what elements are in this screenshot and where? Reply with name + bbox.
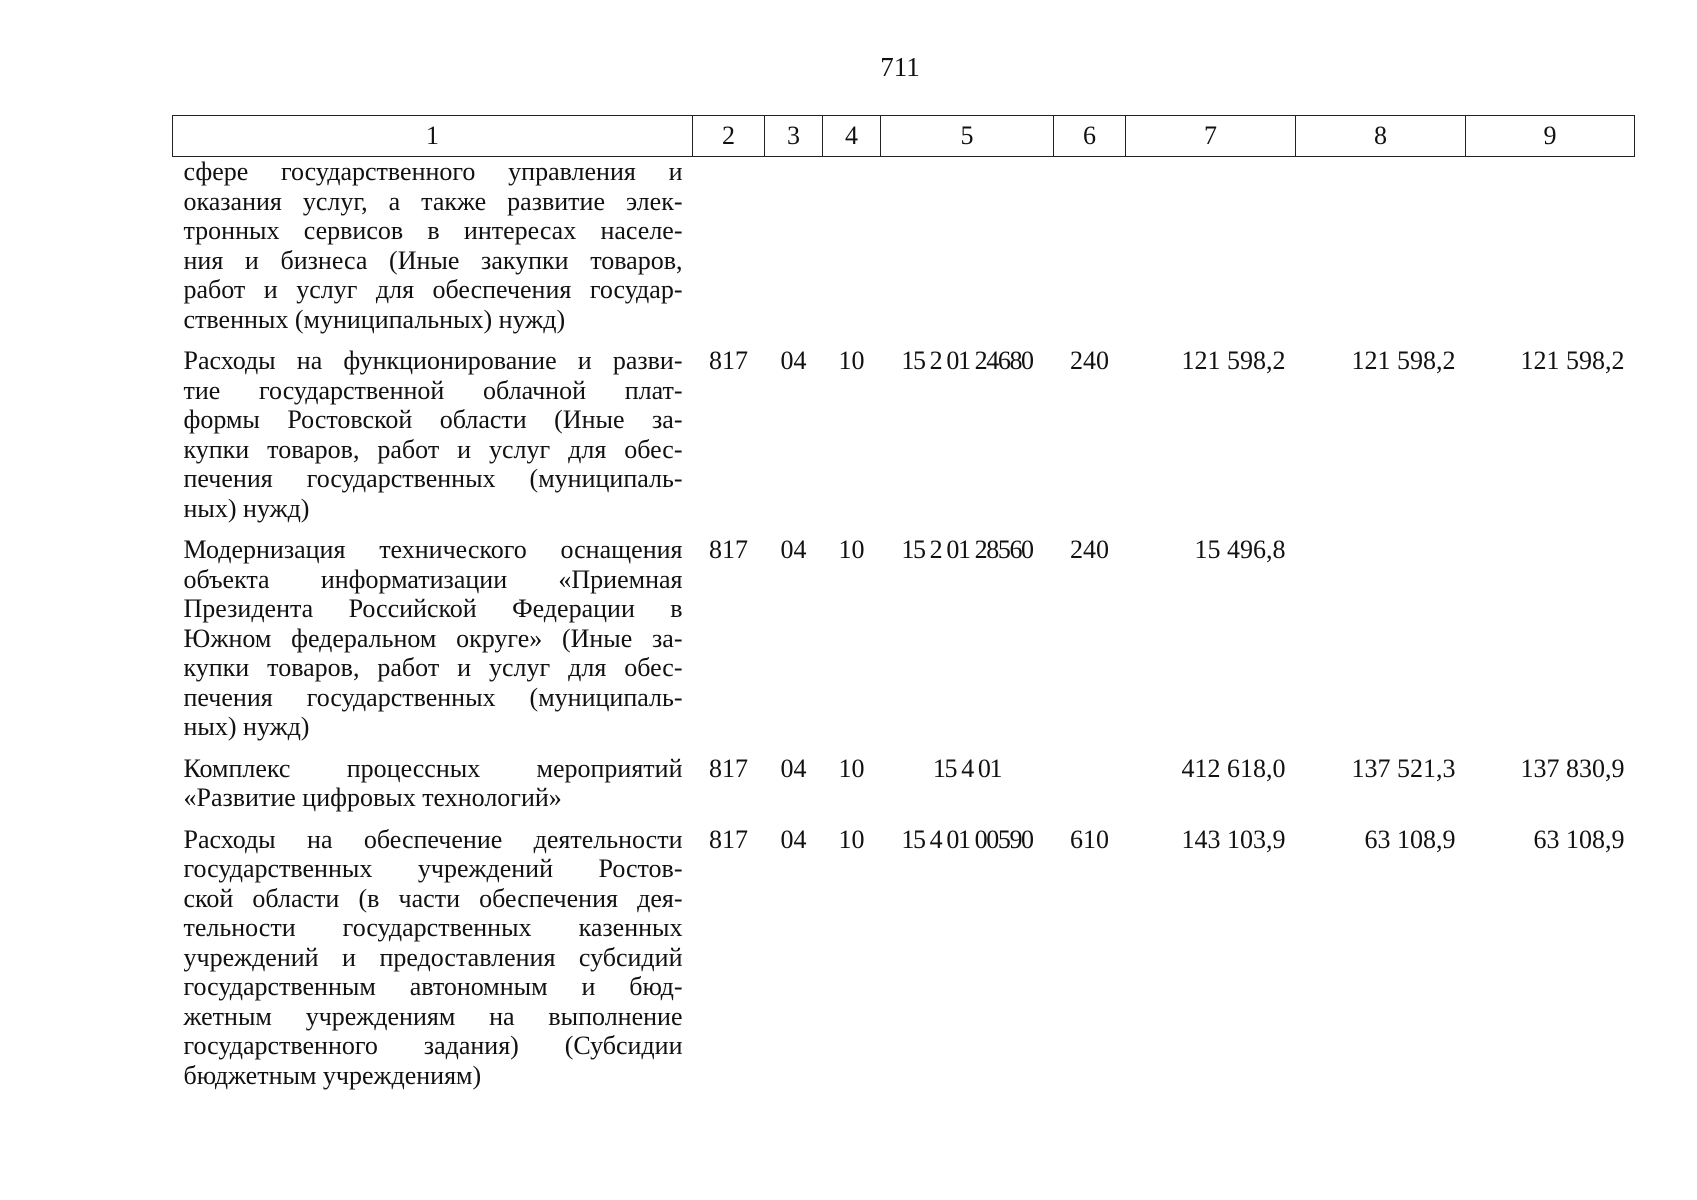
description-line: ственных (муниципальных) нужд) [183,304,566,334]
description-line: Южном федеральном округе» (Иные за- [183,623,683,653]
description-line: оказания услуг, а также развитие элек- [183,186,683,216]
ministry-code [693,157,765,347]
page-number: 711 [880,52,920,82]
section-code: 04 [780,535,807,564]
description-line: печения государственных (муниципаль- [183,682,683,712]
table-body [173,157,1635,1103]
description-line: государственным автономным и бюд- [183,972,683,1001]
description-line: тронных сервисов в интересах населе- [183,216,683,245]
description-line: жетным учреждениям на выполнение [183,1001,683,1031]
budget-table [172,115,1635,1102]
expense-type-code: 610 [1070,824,1109,854]
expense-type-code: 240 [1070,535,1109,564]
subsection-code: 10 [838,753,865,783]
amount-cell [1296,157,1466,347]
description-line: сфере государственного управления и [183,157,683,186]
description-line: Президента Российской Федерации в [183,594,683,623]
description-line: ния и бизнеса (Иные закупки товаров, [183,245,683,275]
column-header: 7 [1126,116,1296,157]
amount-cell: 121 598,2 [1351,346,1456,375]
amount-cell: 63 108,9 [1533,824,1625,854]
description-line: ных) нужд) [183,712,310,741]
target-article-code: 15 2 01 28560 [901,535,1033,564]
row-description [173,535,693,754]
row-description [173,754,693,825]
description-line: государственных учреждений Ростов- [183,854,683,883]
ministry-code: 817 [709,346,748,375]
amount-cell: 137 830,9 [1520,753,1625,783]
amount-cell [1296,535,1466,754]
amount-cell: 137 521,3 [1351,753,1456,783]
column-header: 1 [173,116,693,157]
expense-type-code: 240 [1070,346,1109,375]
table-header-row [173,116,1635,157]
section-code: 04 [780,753,807,783]
column-header: 3 [765,116,823,157]
description-line: ской области (в части обеспечения дея- [183,883,683,913]
column-header: 9 [1466,116,1635,157]
description-line: тие государственной облачной плат- [183,375,683,405]
description-line: Модернизация технического оснащения [183,535,683,564]
column-header: 4 [823,116,881,157]
description-line: купки товаров, работ и услуг для обес- [183,434,683,464]
table-row [173,346,1635,535]
section-code: 04 [780,346,807,375]
table-row [173,754,1635,825]
row-description [173,157,693,347]
amount-cell: 121 598,2 [1181,346,1286,375]
description-line: ных) нужд) [183,493,310,523]
expense-type-code [1054,157,1126,347]
amount-cell [1126,157,1296,347]
description-line: печения государственных (муниципаль- [183,464,683,493]
description-line: бюджетным учреждениям) [183,1060,482,1090]
description-line: Расходы на обеспечение деятельности [183,824,683,854]
description-line: «Развитие цифровых технологий» [183,783,562,812]
ministry-code: 817 [709,753,748,783]
description-line: учреждений и предоставления субсидий [183,942,683,972]
target-article-code: 15 2 01 24680 [901,346,1033,375]
description-line: государственного задания) (Субсидии [183,1031,683,1060]
description-line: Расходы на функционирование и разви- [183,346,683,375]
target-article-code [881,157,1054,347]
description-line: работ и услуг для обеспечения государ- [183,275,683,304]
amount-cell: 143 103,9 [1181,824,1286,854]
ministry-code: 817 [709,535,748,564]
table-row [173,157,1635,347]
amount-cell: 121 598,2 [1520,346,1625,375]
target-article-code: 15 4 01 00590 [901,824,1033,854]
description-line: объекта информатизации «Приемная [183,564,683,594]
target-article-code: 15 4 01 [932,753,1002,783]
table-row [173,535,1635,754]
amount-cell [1466,535,1635,754]
column-header: 2 [693,116,765,157]
description-line: купки товаров, работ и услуг для обес- [183,653,683,682]
amount-cell [1466,157,1635,347]
table-row [173,825,1635,1103]
section-code: 04 [780,824,807,854]
amount-cell: 63 108,9 [1364,824,1456,854]
description-line: тельности государственных казенных [183,913,683,942]
subsection-code: 10 [838,824,865,854]
amount-cell: 15 496,8 [1194,535,1286,564]
ministry-code: 817 [709,824,748,854]
section-code [765,157,823,347]
amount-cell: 412 618,0 [1181,753,1286,783]
description-line: формы Ростовской области (Иные за- [183,405,683,434]
column-header: 8 [1296,116,1466,157]
expense-type-code [1054,754,1126,825]
column-header: 6 [1054,116,1126,157]
row-description [173,825,693,1103]
column-header: 5 [881,116,1054,157]
subsection-code [823,157,881,347]
row-description [173,346,693,535]
subsection-code: 10 [838,535,865,564]
subsection-code: 10 [838,346,865,375]
description-line: Комплекс процессных мероприятий [183,753,683,783]
